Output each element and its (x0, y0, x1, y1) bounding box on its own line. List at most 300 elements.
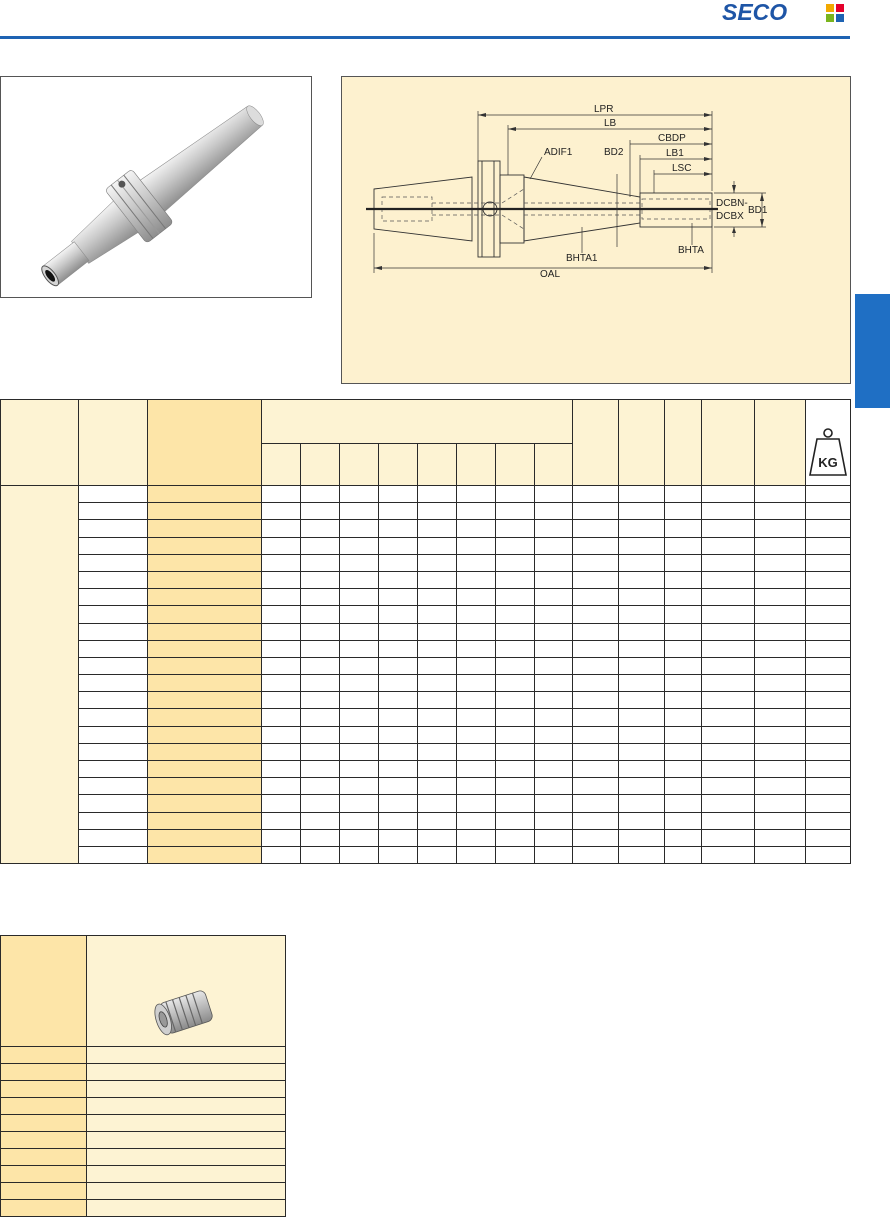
table-cell (805, 623, 850, 640)
table-cell (754, 709, 805, 726)
table-cell (378, 761, 417, 778)
table-cell (496, 778, 535, 795)
table-cell (261, 571, 300, 588)
header-cell (148, 400, 261, 486)
table-cell (79, 606, 148, 623)
table-cell (702, 486, 754, 503)
table-cell (339, 692, 378, 709)
table-cell (417, 606, 456, 623)
table-cell (79, 743, 148, 760)
table-cell (261, 520, 300, 537)
table-cell (378, 812, 417, 829)
table-cell (619, 761, 665, 778)
table-cell (339, 503, 378, 520)
table-cell (417, 675, 456, 692)
table-cell (496, 675, 535, 692)
table-cell (417, 554, 456, 571)
table-cell (754, 589, 805, 606)
table-row (1, 1081, 286, 1098)
accessory-image-cell (87, 936, 286, 1047)
table-cell (665, 623, 702, 640)
table-cell (535, 709, 573, 726)
table-cell (300, 675, 339, 692)
table-cell (619, 486, 665, 503)
table-cell (378, 606, 417, 623)
header-subcell (535, 444, 573, 486)
table-cell (378, 589, 417, 606)
header-subcell (339, 444, 378, 486)
table-row (1, 846, 851, 863)
table-cell (754, 503, 805, 520)
table-cell (702, 657, 754, 674)
table-row (1, 503, 851, 520)
table-cell (79, 486, 148, 503)
table-cell (496, 606, 535, 623)
table-cell (665, 812, 702, 829)
table-cell (665, 726, 702, 743)
table-cell (87, 1098, 286, 1115)
table-cell (665, 743, 702, 760)
table-cell (300, 520, 339, 537)
table-cell (702, 846, 754, 863)
table-cell (573, 846, 619, 863)
table-cell (378, 829, 417, 846)
table-cell (456, 520, 495, 537)
weight-kg-label: KG (818, 455, 838, 470)
dim-lb: LB (604, 118, 617, 129)
table-cell (754, 554, 805, 571)
table-cell (148, 589, 261, 606)
table-cell (300, 486, 339, 503)
table-cell (378, 778, 417, 795)
table-cell (339, 846, 378, 863)
table-cell (456, 709, 495, 726)
table-cell (702, 571, 754, 588)
dim-dcbn: DCBN- (716, 198, 748, 209)
table-cell (702, 537, 754, 554)
table-cell (300, 554, 339, 571)
header-subcell (496, 444, 535, 486)
table-cell (535, 829, 573, 846)
table-cell (665, 486, 702, 503)
table-cell (619, 726, 665, 743)
table-cell (378, 520, 417, 537)
table-cell (148, 812, 261, 829)
table-cell (417, 743, 456, 760)
header-subcell (378, 444, 417, 486)
table-cell (619, 589, 665, 606)
table-cell (702, 623, 754, 640)
table-row (1, 537, 851, 554)
table-cell (378, 743, 417, 760)
table-cell (456, 675, 495, 692)
table-cell (754, 606, 805, 623)
table-cell (261, 503, 300, 520)
table-cell (702, 795, 754, 812)
table-cell (148, 709, 261, 726)
table-cell (148, 486, 261, 503)
table-cell (417, 623, 456, 640)
main-data-table (0, 399, 851, 864)
table-cell (805, 761, 850, 778)
table-cell (535, 761, 573, 778)
table-cell (1, 1098, 87, 1115)
table-cell (79, 554, 148, 571)
table-cell (535, 846, 573, 863)
dim-bd1: BD1 (748, 205, 768, 216)
table-cell (261, 761, 300, 778)
table-cell (339, 657, 378, 674)
table-cell (805, 554, 850, 571)
table-cell (148, 537, 261, 554)
table-cell (754, 657, 805, 674)
table-row (1, 1149, 286, 1166)
table-cell (378, 846, 417, 863)
table-cell (300, 761, 339, 778)
table-cell (148, 726, 261, 743)
table-cell (619, 795, 665, 812)
dim-bd2: BD2 (604, 147, 624, 158)
table-cell (535, 571, 573, 588)
group-cell (1, 486, 79, 864)
table-cell (573, 520, 619, 537)
table-row (1, 795, 851, 812)
table-cell (665, 709, 702, 726)
table-cell (456, 537, 495, 554)
table-cell (261, 778, 300, 795)
table-cell (702, 829, 754, 846)
table-cell (261, 709, 300, 726)
table-cell (573, 692, 619, 709)
table-cell (339, 778, 378, 795)
table-cell (148, 761, 261, 778)
table-cell (456, 503, 495, 520)
table-cell (417, 640, 456, 657)
table-row (1, 554, 851, 571)
table-cell (456, 657, 495, 674)
table-cell (79, 846, 148, 863)
table-cell (496, 726, 535, 743)
table-cell (417, 778, 456, 795)
table-cell (261, 486, 300, 503)
logo-square (826, 14, 834, 22)
table-cell (496, 743, 535, 760)
table-cell (261, 606, 300, 623)
table-cell (535, 486, 573, 503)
table-cell (665, 554, 702, 571)
table-cell (619, 846, 665, 863)
table-cell (87, 1064, 286, 1081)
dim-bhta1: BHTA1 (566, 253, 598, 264)
table-row (1, 1047, 286, 1064)
table-cell (535, 778, 573, 795)
header-subcell (300, 444, 339, 486)
reduction-sleeve-icon (146, 986, 226, 1038)
table-cell (339, 606, 378, 623)
table-cell (300, 812, 339, 829)
table-cell (87, 1132, 286, 1149)
table-cell (417, 812, 456, 829)
table-cell (456, 761, 495, 778)
table-cell (805, 829, 850, 846)
table-cell (573, 537, 619, 554)
table-cell (573, 778, 619, 795)
table-cell (702, 520, 754, 537)
table-row (1, 1115, 286, 1132)
table-cell (339, 554, 378, 571)
table-cell (87, 1149, 286, 1166)
table-cell (573, 829, 619, 846)
table-cell (148, 795, 261, 812)
table-cell (754, 795, 805, 812)
header-group-cell (261, 400, 573, 444)
table-cell (702, 778, 754, 795)
table-cell (665, 589, 702, 606)
table-cell (805, 675, 850, 692)
table-cell (261, 692, 300, 709)
table-cell (665, 537, 702, 554)
table-cell (79, 761, 148, 778)
technical-drawing (341, 76, 851, 384)
table-cell (456, 589, 495, 606)
table-cell (805, 657, 850, 674)
table-cell (456, 606, 495, 623)
table-cell (535, 795, 573, 812)
dimension-drawing-svg (342, 77, 850, 383)
table-cell (754, 846, 805, 863)
accessory-header-cell (1, 936, 87, 1047)
table-cell (1, 1149, 87, 1166)
table-cell (535, 657, 573, 674)
dim-lpr: LPR (594, 104, 614, 115)
table-cell (619, 571, 665, 588)
table-cell (148, 692, 261, 709)
table-cell (378, 795, 417, 812)
table-cell (805, 812, 850, 829)
table-cell (417, 657, 456, 674)
table-cell (339, 726, 378, 743)
table-cell (805, 537, 850, 554)
table-cell (417, 589, 456, 606)
table-cell (573, 657, 619, 674)
table-cell (261, 743, 300, 760)
table-cell (456, 846, 495, 863)
table-cell (417, 761, 456, 778)
table-cell (619, 520, 665, 537)
table-cell (87, 1183, 286, 1200)
header-subcell (417, 444, 456, 486)
table-cell (702, 640, 754, 657)
table-cell (805, 571, 850, 588)
table-row (1, 640, 851, 657)
table-cell (417, 709, 456, 726)
table-cell (79, 520, 148, 537)
table-cell (417, 726, 456, 743)
header-cell (665, 400, 702, 486)
table-row (1, 743, 851, 760)
table-cell (148, 571, 261, 588)
table-cell (702, 675, 754, 692)
table-cell (417, 846, 456, 863)
table-cell (535, 606, 573, 623)
table-cell (417, 795, 456, 812)
table-cell (456, 571, 495, 588)
table-cell (619, 503, 665, 520)
table-cell (754, 726, 805, 743)
table-cell (573, 503, 619, 520)
table-row (1, 1132, 286, 1149)
table-cell (665, 829, 702, 846)
table-cell (261, 640, 300, 657)
table-cell (300, 503, 339, 520)
table-cell (496, 812, 535, 829)
table-cell (573, 486, 619, 503)
table-cell (79, 829, 148, 846)
table-cell (339, 743, 378, 760)
table-cell (496, 520, 535, 537)
table-cell (702, 606, 754, 623)
table-cell (754, 675, 805, 692)
table-cell (300, 778, 339, 795)
section-side-tab[interactable] (855, 294, 890, 408)
dim-oal: OAL (540, 269, 561, 280)
table-row (1, 1098, 286, 1115)
table-cell (261, 829, 300, 846)
table-cell (496, 537, 535, 554)
table-cell (535, 520, 573, 537)
table-cell (573, 743, 619, 760)
table-cell (573, 761, 619, 778)
table-cell (417, 537, 456, 554)
table-cell (300, 846, 339, 863)
table-cell (456, 640, 495, 657)
table-cell (754, 761, 805, 778)
table-cell (339, 640, 378, 657)
table-cell (535, 623, 573, 640)
table-cell (79, 726, 148, 743)
table-cell (79, 657, 148, 674)
table-cell (496, 571, 535, 588)
table-cell (378, 709, 417, 726)
table-cell (665, 675, 702, 692)
table-cell (665, 503, 702, 520)
table-cell (456, 623, 495, 640)
table-cell (754, 520, 805, 537)
header-cell (619, 400, 665, 486)
dim-cbdp: CBDP (658, 133, 686, 144)
table-cell (754, 623, 805, 640)
table-cell (754, 778, 805, 795)
table-cell (619, 709, 665, 726)
table-cell (573, 571, 619, 588)
table-cell (496, 640, 535, 657)
table-cell (1, 1166, 87, 1183)
table-cell (619, 778, 665, 795)
table-cell (148, 778, 261, 795)
table-cell (456, 778, 495, 795)
table-cell (378, 486, 417, 503)
table-cell (339, 795, 378, 812)
table-cell (535, 554, 573, 571)
table-cell (148, 623, 261, 640)
table-cell (702, 726, 754, 743)
table-cell (87, 1166, 286, 1183)
table-cell (496, 657, 535, 674)
product-photo (0, 76, 312, 298)
table-cell (805, 606, 850, 623)
table-cell (805, 726, 850, 743)
table-cell (535, 537, 573, 554)
table-cell (300, 589, 339, 606)
table-cell (339, 812, 378, 829)
table-cell (619, 675, 665, 692)
table-row (1, 486, 851, 503)
table-cell (573, 675, 619, 692)
table-cell (148, 503, 261, 520)
table-cell (339, 761, 378, 778)
table-cell (148, 846, 261, 863)
table-cell (339, 486, 378, 503)
table-cell (573, 554, 619, 571)
table-cell (573, 709, 619, 726)
table-cell (496, 554, 535, 571)
table-cell (754, 571, 805, 588)
table-cell (805, 640, 850, 657)
table-cell (619, 606, 665, 623)
table-cell (339, 571, 378, 588)
table-cell (339, 623, 378, 640)
table-cell (79, 589, 148, 606)
table-cell (1, 1047, 87, 1064)
table-cell (805, 709, 850, 726)
table-row (1, 675, 851, 692)
table-row (1, 1183, 286, 1200)
table-cell (300, 726, 339, 743)
table-cell (535, 589, 573, 606)
table-cell (417, 829, 456, 846)
table-cell (300, 692, 339, 709)
table-cell (496, 761, 535, 778)
weight-header-cell (805, 400, 850, 486)
table-cell (300, 571, 339, 588)
brand-logo-squares (826, 4, 844, 22)
table-row (1, 726, 851, 743)
table-cell (339, 520, 378, 537)
table-row (1, 571, 851, 588)
table-cell (754, 640, 805, 657)
table-cell (378, 657, 417, 674)
table-cell (300, 829, 339, 846)
table-cell (456, 692, 495, 709)
table-cell (261, 675, 300, 692)
table-cell (261, 589, 300, 606)
table-cell (79, 675, 148, 692)
logo-square (836, 4, 844, 12)
table-cell (754, 692, 805, 709)
table-cell (148, 657, 261, 674)
table-cell (619, 623, 665, 640)
table-row (1, 761, 851, 778)
accessory-table (0, 935, 286, 1217)
header-cell (79, 400, 148, 486)
table-cell (79, 640, 148, 657)
logo-square (826, 4, 834, 12)
table-cell (805, 503, 850, 520)
table-cell (378, 503, 417, 520)
table-row (1, 1166, 286, 1183)
table-cell (339, 589, 378, 606)
table-cell (665, 657, 702, 674)
